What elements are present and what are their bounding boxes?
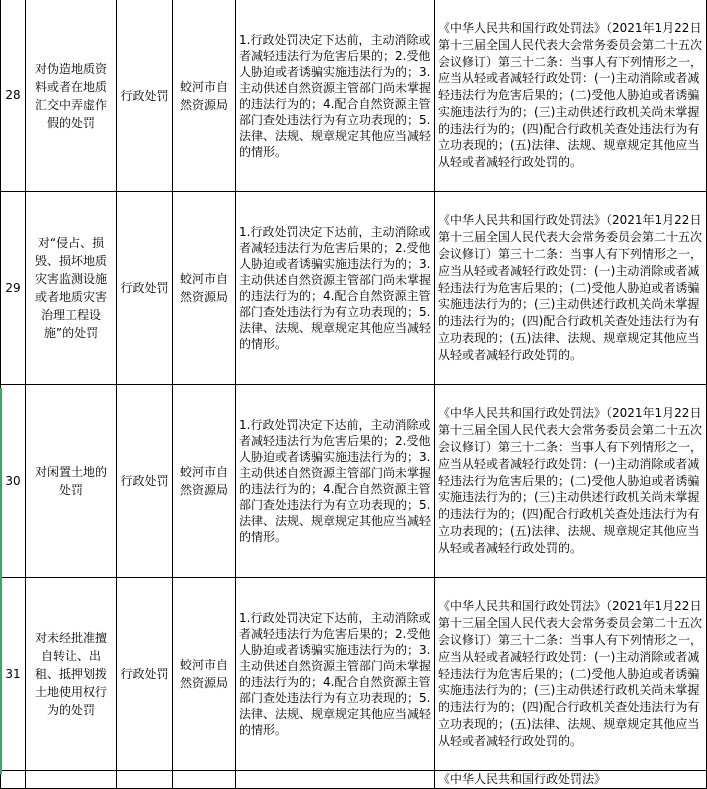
item-name[interactable]: 对伪造地质资料或者在地质汇交中弄虚作假的处罚 [26, 0, 117, 192]
item-type[interactable]: 行政处罚 [117, 385, 173, 578]
item-type[interactable]: 行政处罚 [117, 192, 173, 385]
item-name[interactable]: 对未经批准擅自转让、出租、抵押划拨土地使用权行为的处罚 [26, 578, 117, 771]
row-number[interactable]: 30 [1, 385, 26, 578]
legal-basis[interactable]: 《中华人民共和国行政处罚法》 [435, 771, 707, 789]
table-row [1, 385, 707, 578]
item-type[interactable]: 行政处罚 [117, 0, 173, 192]
item-name[interactable]: 对闲置土地的处罚 [26, 385, 117, 578]
table-row [1, 578, 707, 771]
table-row-partial [1, 771, 707, 789]
table-row [1, 0, 707, 192]
mitigation-conditions[interactable]: 1.行政处罚决定下达前，主动消除或者减轻违法行为危害后果的；2.受他人胁迫或者诱骗实施违法行为的；3.主动供述自然资源主管部门尚未掌握的违法行为的；4.配合自然资源主管部门查处违法行为有立功表现的；5.法律、法规、规章规定其他应当减轻的情形。 [236, 0, 435, 192]
implementing-org[interactable]: 蛟河市自然资源局 [173, 385, 236, 578]
mitigation-conditions[interactable]: 1.行政处罚决定下达前，主动消除或者减轻违法行为危害后果的；2.受他人胁迫或者诱骗实施违法行为的；3.主动供述自然资源主管部门尚未掌握的违法行为的；4.配合自然资源主管部门查处违法行为有立功表现的；5.法律、法规、规章规定其他应当减轻的情形。 [236, 192, 435, 385]
implementing-org[interactable]: 蛟河市自然资源局 [173, 578, 236, 771]
item-type[interactable]: 行政处罚 [117, 578, 173, 771]
row-number[interactable]: 29 [1, 192, 26, 385]
implementing-org[interactable]: 蛟河市自然资源局 [173, 0, 236, 192]
row-number[interactable] [1, 771, 26, 789]
legal-basis[interactable]: 《中华人民共和国行政处罚法》（2021年1月22日第十三届全国人民代表大会常务委员会第二十五次会议修订）第三十二条：当事人有下列情形之一，应当从轻或者减轻行政处罚：(一)主动消除或者减轻违法行为危害后果的；(二)受他人胁迫或者诱骗实施违法行为的；(三)主动供述行政机关尚未掌握的违法行为的；(四)配合行政机关查处违法行为有立功表现的；(五)法律、法规、规章规定其他应当从轻或者减轻行政处罚的。 [435, 385, 707, 578]
row-number[interactable]: 28 [1, 0, 26, 192]
item-name[interactable] [26, 771, 117, 789]
item-name[interactable]: 对“侵占、损毁、损坏地质灾害监测设施或者地质灾害治理工程设施”的处罚 [26, 192, 117, 385]
item-type[interactable] [117, 771, 173, 789]
legal-basis[interactable]: 《中华人民共和国行政处罚法》（2021年1月22日第十三届全国人民代表大会常务委员会第二十五次会议修订）第三十二条：当事人有下列情形之一，应当从轻或者减轻行政处罚：(一)主动消除或者减轻违法行为危害后果的；(二)受他人胁迫或者诱骗实施违法行为的；(三)主动供述行政机关尚未掌握的违法行为的；(四)配合行政机关查处违法行为有立功表现的；(五)法律、法规、规章规定其他应当从轻或者减轻行政处罚的。 [435, 578, 707, 771]
row-number[interactable]: 31 [1, 578, 26, 771]
mitigation-conditions[interactable]: 1.行政处罚决定下达前，主动消除或者减轻违法行为危害后果的；2.受他人胁迫或者诱骗实施违法行为的；3.主动供述自然资源主管部门尚未掌握的违法行为的；4.配合自然资源主管部门查处违法行为有立功表现的；5.法律、法规、规章规定其他应当减轻的情形。 [236, 385, 435, 578]
table-row [1, 192, 707, 385]
implementing-org[interactable] [173, 771, 236, 789]
legal-basis[interactable]: 《中华人民共和国行政处罚法》（2021年1月22日第十三届全国人民代表大会常务委员会第二十五次会议修订）第三十二条：当事人有下列情形之一，应当从轻或者减轻行政处罚：(一)主动消除或者减轻违法行为危害后果的；(二)受他人胁迫或者诱骗实施违法行为的；(三)主动供述行政机关尚未掌握的违法行为的；(四)配合行政机关查处违法行为有立功表现的；(五)法律、法规、规章规定其他应当从轻或者减轻行政处罚的。 [435, 0, 707, 192]
selection-edge-marker [0, 388, 2, 774]
implementing-org[interactable]: 蛟河市自然资源局 [173, 192, 236, 385]
legal-basis[interactable]: 《中华人民共和国行政处罚法》（2021年1月22日第十三届全国人民代表大会常务委员会第二十五次会议修订）第三十二条：当事人有下列情形之一，应当从轻或者减轻行政处罚：(一)主动消除或者减轻违法行为危害后果的；(二)受他人胁迫或者诱骗实施违法行为的；(三)主动供述行政机关尚未掌握的违法行为的；(四)配合行政机关查处违法行为有立功表现的；(五)法律、法规、规章规定其他应当从轻或者减轻行政处罚的。 [435, 192, 707, 385]
mitigation-conditions[interactable] [236, 771, 435, 789]
mitigation-conditions[interactable]: 1.行政处罚决定下达前，主动消除或者减轻违法行为危害后果的；2.受他人胁迫或者诱骗实施违法行为的；3.主动供述自然资源主管部门尚未掌握的违法行为的；4.配合自然资源主管部门查处违法行为有立功表现的；5.法律、法规、规章规定其他应当减轻的情形。 [236, 578, 435, 771]
